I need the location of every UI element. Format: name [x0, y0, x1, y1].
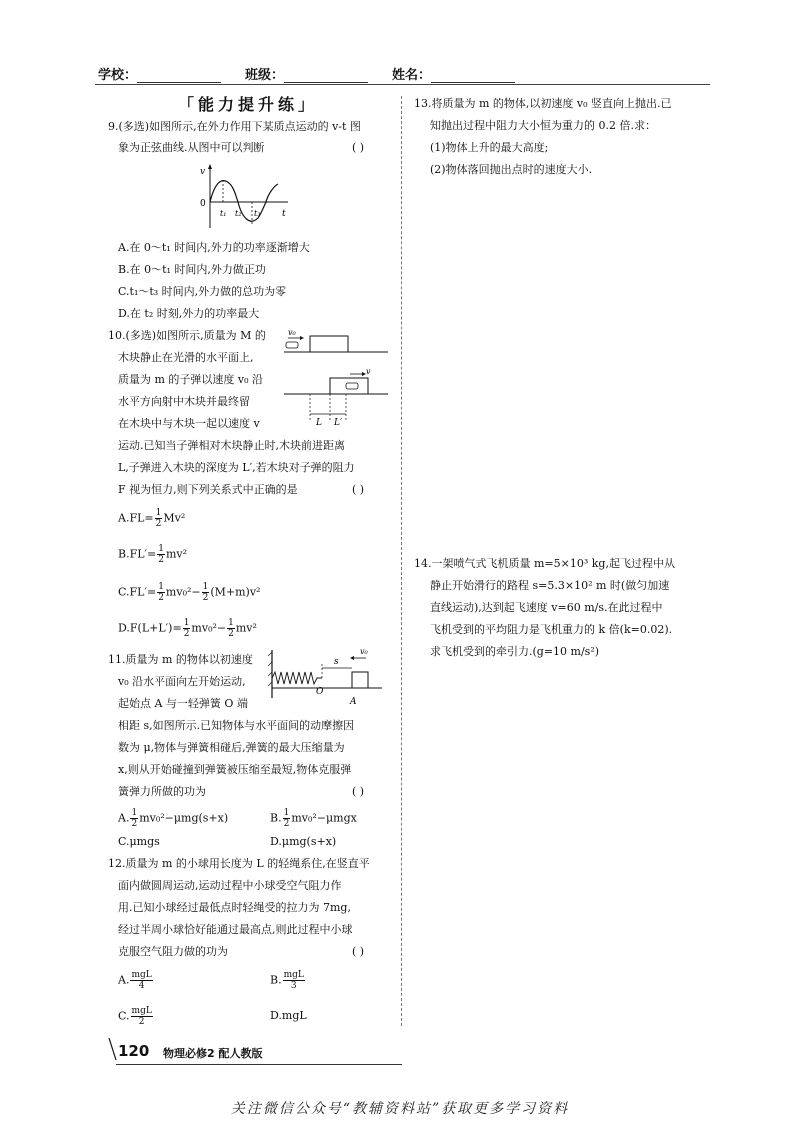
frac-den: 2: [155, 519, 162, 529]
q10-option-d-frac1: [183, 618, 191, 639]
q10-option-d-prefix: D.F(L+L′)=: [118, 621, 182, 635]
q10-option-d-suffix: mv²: [235, 621, 257, 635]
q12-option-a-frac: [130, 970, 152, 991]
frac-den: 2: [202, 593, 209, 603]
q10-answer-paren: ( ): [352, 483, 365, 496]
q10-line6: 运动.已知当子弹相对木块静止时,木块前进距离: [118, 439, 345, 452]
q11-wall-hatch: [268, 682, 272, 686]
q12-line1: 12.质量为 m 的小球用长度为 L 的轻绳系住,在竖直平: [108, 857, 370, 870]
q10-line3: 质量为 m 的子弹以速度 v₀ 沿: [118, 373, 264, 386]
q9-origin-label: 0: [200, 199, 206, 209]
q12-option-b-frac: [283, 970, 305, 991]
page-number: 120: [118, 1042, 150, 1060]
q11-option-d[interactable]: D.μmg(s+x): [270, 835, 337, 848]
q11-option-b-suffix: mv₀²−μmgx: [291, 811, 357, 825]
q11-answer-paren: ( ): [352, 785, 365, 798]
q10-L-label: L: [316, 418, 322, 428]
q10-option-d[interactable]: [118, 618, 257, 639]
frac-num: 1: [283, 808, 290, 818]
q9-t1-label: t₁: [220, 209, 227, 218]
section-title: 「能力提升练」: [178, 95, 319, 114]
frac-den: 3: [290, 981, 297, 991]
q9-v-arrow-icon: [208, 164, 212, 169]
frac-num: 1: [131, 808, 138, 818]
q11-option-b-prefix: B.: [270, 811, 282, 825]
q10-line5: 在木块中与木块一起以速度 v: [118, 417, 260, 430]
q14-line2: 静止开始滑行的路程 s=5.3×10² m 时(做匀加速: [430, 579, 670, 592]
frac-den: 2: [158, 555, 164, 565]
q12-answer-paren: ( ): [352, 945, 365, 958]
q9-t-label: t: [282, 209, 286, 219]
q11-line7: 簧弹力所做的功为: [118, 785, 206, 798]
frac-num: mgL: [283, 970, 304, 980]
q11-line1: 11.质量为 m 的物体以初速度: [108, 653, 253, 666]
q10-option-b[interactable]: [118, 544, 187, 565]
q10-option-c-suffix: (M+m)v²: [210, 585, 261, 599]
q13-line4: (2)物体落回抛出点时的速度大小.: [430, 163, 593, 176]
q11-s-label: s: [334, 657, 339, 667]
q14-line4: 飞机受到的平均阻力是飞机重力的 k 倍(k=0.02).: [430, 623, 673, 636]
q10-option-c-frac2: [202, 582, 210, 603]
q10-line1: 10.(多选)如图所示,质量为 M 的: [108, 329, 266, 342]
q11-wall-hatch: [268, 662, 272, 666]
q9-t2-label: t₂: [235, 209, 242, 218]
q11-block: [352, 672, 368, 688]
q11-option-a-frac: [130, 808, 138, 829]
frac-num: mgL: [131, 970, 152, 980]
q10-bullet-after: [346, 383, 358, 389]
q10-option-c-prefix: C.FL′=: [118, 585, 157, 599]
q10-option-b-prefix: B.FL′=: [118, 547, 157, 561]
q9-answer-paren: ( ): [352, 141, 365, 154]
frac-den: 2: [228, 629, 234, 639]
q10-bullet-before: [286, 342, 298, 348]
q10-line7: L,子弹进入木块的深度为 L′,若木块对子弹的阻力: [118, 461, 355, 474]
column-divider: [401, 96, 402, 1026]
frac-num: 1: [158, 582, 164, 592]
q12-option-a[interactable]: [118, 970, 154, 991]
frac-num: 1: [228, 618, 234, 628]
q10-line8: F 视为恒力,则下列关系式中正确的是: [118, 483, 298, 496]
q10-option-a-frac: [155, 508, 163, 529]
q12-option-a-prefix: A.: [118, 973, 130, 987]
q10-option-b-frac: [157, 544, 165, 565]
q11-wall-hatch: [268, 652, 272, 656]
q11-line3: 起始点 A 与一轻弹簧 O 端: [118, 697, 248, 710]
school-label: 学校：: [98, 68, 138, 83]
q13-line1: 13.将质量为 m 的物体,以初速度 v₀ 竖直向上抛出.已: [414, 97, 672, 110]
q11-spring: [272, 672, 322, 684]
name-blank[interactable]: [431, 68, 515, 83]
school-field: [98, 64, 221, 83]
frac-den: 2: [283, 819, 290, 829]
q11-v0-arrow-icon: [350, 656, 354, 660]
q11-option-a[interactable]: [118, 808, 228, 829]
q12-option-b[interactable]: [270, 970, 306, 991]
q10-option-b-suffix: mv²: [165, 547, 188, 561]
book-title: 物理必修2 配人教版: [163, 1047, 263, 1060]
q11-option-a-suffix: mv₀²−μmg(s+x): [139, 811, 229, 825]
q10-option-c-frac1: [157, 582, 165, 603]
q9-t3-label: t₃: [254, 209, 261, 218]
frac-num: mgL: [131, 1006, 152, 1016]
bottom-note: 关注微信公众号“教辅资料站”获取更多学习资料: [230, 1101, 570, 1117]
q9-option-b[interactable]: B.在 0～t₁ 时间内,外力做正功: [118, 263, 266, 276]
q11-A-label: A: [350, 697, 357, 707]
frac-den: 2: [158, 593, 164, 603]
q12-line3: 用.已知小球经过最低点时轻绳受的拉力为 7mg,: [118, 901, 351, 914]
q12-option-c-frac: [131, 1006, 153, 1027]
q9-option-d[interactable]: D.在 t₂ 时刻,外力的功率最大: [118, 307, 260, 320]
q10-v0-arrow-icon: [300, 336, 304, 340]
school-blank[interactable]: [137, 68, 221, 83]
q9-v-label: v: [200, 167, 206, 177]
q12-line5: 克服空气阻力做的功为: [118, 945, 228, 958]
frac-den: 4: [138, 981, 145, 991]
frac-num: 1: [155, 508, 162, 518]
q10-option-d-frac2: [227, 618, 235, 639]
q9-option-c[interactable]: C.t₁～t₃ 时间内,外力做的总功为零: [118, 285, 287, 298]
q12-option-b-prefix: B.: [270, 973, 282, 987]
q12-option-c-prefix: C.: [118, 1009, 130, 1023]
q14-line1: 14.一架喷气式飞机质量 m=5×10³ kg,起飞过程中从: [414, 557, 675, 570]
q11-option-b[interactable]: [270, 808, 357, 829]
q11-line4: 相距 s,如图所示.已知物体与水平面间的动摩擦因: [118, 719, 355, 732]
q13-line3: (1)物体上升的最大高度;: [430, 141, 549, 154]
q9-vt-figure: [190, 162, 300, 234]
q10-bullet-block-figure: [284, 326, 392, 430]
q12-option-c[interactable]: [118, 1006, 154, 1027]
header-rule: [95, 84, 710, 85]
q12-line4: 经过半周小球恰好能通过最高点,则此过程中小球: [118, 923, 353, 936]
frac-num: 1: [158, 544, 164, 554]
name-field: [392, 64, 515, 83]
q11-v0-label: v₀: [360, 647, 368, 656]
q14-line5: 求飞机受到的牵引力.(g=10 m/s²): [430, 645, 600, 658]
q14-line3: 直线运动),达到起飞速度 v=60 m/s.在此过程中: [430, 601, 663, 614]
q11-option-c[interactable]: C.μmgs: [118, 835, 160, 848]
q11-wall-hatch: [268, 672, 272, 676]
class-blank[interactable]: [284, 68, 368, 83]
q10-option-c-mid: mv₀²−: [165, 585, 201, 599]
q10-v0-label: v₀: [288, 328, 296, 337]
frac-den: 2: [138, 1017, 145, 1027]
name-label: 姓名：: [392, 68, 432, 83]
q13-line2: 知抛出过程中阻力大小恒为重力的 0.2 倍.求：: [430, 119, 656, 132]
q10-option-a[interactable]: [118, 508, 185, 529]
q10-block-after: [330, 378, 368, 394]
q10-option-a-suffix: Mv²: [163, 511, 186, 525]
q11-O-label: O: [316, 687, 324, 697]
class-label: 班级：: [245, 68, 285, 83]
frac-den: 2: [131, 819, 138, 829]
q9-sine-curve-tail: [266, 184, 278, 202]
q10-option-d-mid: mv₀²−: [191, 621, 227, 635]
q9-line1: 9.(多选)如图所示,在外力作用下某质点运动的 v-t 图: [108, 120, 361, 133]
q9-line2: 象为正弦曲线.从图中可以判断: [118, 141, 265, 154]
class-field: [245, 64, 368, 83]
q9-option-a[interactable]: A.在 0～t₁ 时间内,外力的功率逐渐增大: [118, 241, 310, 254]
q11-option-b-frac: [283, 808, 291, 829]
frac-num: 1: [183, 618, 190, 628]
q10-option-c[interactable]: [118, 582, 260, 603]
frac-num: 1: [202, 582, 209, 592]
q11-option-a-prefix: A.: [118, 811, 130, 825]
q10-block-before: [310, 336, 348, 352]
q10-option-a-prefix: A.FL=: [118, 511, 154, 525]
q10-v-label: v: [366, 367, 371, 376]
q10-line4: 水平方向射中木块并最终留: [118, 395, 250, 408]
q10-Lp-label: L′: [334, 418, 343, 428]
frac-den: 2: [183, 629, 190, 639]
footer-slash-icon: [108, 1038, 118, 1062]
q12-line2: 面内做圆周运动,运动过程中小球受空气阻力作: [118, 879, 342, 892]
q11-spring-figure: [266, 644, 390, 710]
q10-line2: 木块静止在光滑的水平面上,: [118, 351, 254, 364]
q11-line5: 数为 μ,物体与弹簧相碰后,弹簧的最大压缩量为: [118, 741, 345, 754]
q11-line2: v₀ 沿水平面向左开始运动,: [118, 675, 246, 688]
q11-line6: x,则从开始碰撞到弹簧被压缩至最短,物体克服弹: [118, 763, 352, 776]
footer-rule: [116, 1064, 402, 1065]
q12-option-d[interactable]: D.mgL: [270, 1009, 307, 1022]
